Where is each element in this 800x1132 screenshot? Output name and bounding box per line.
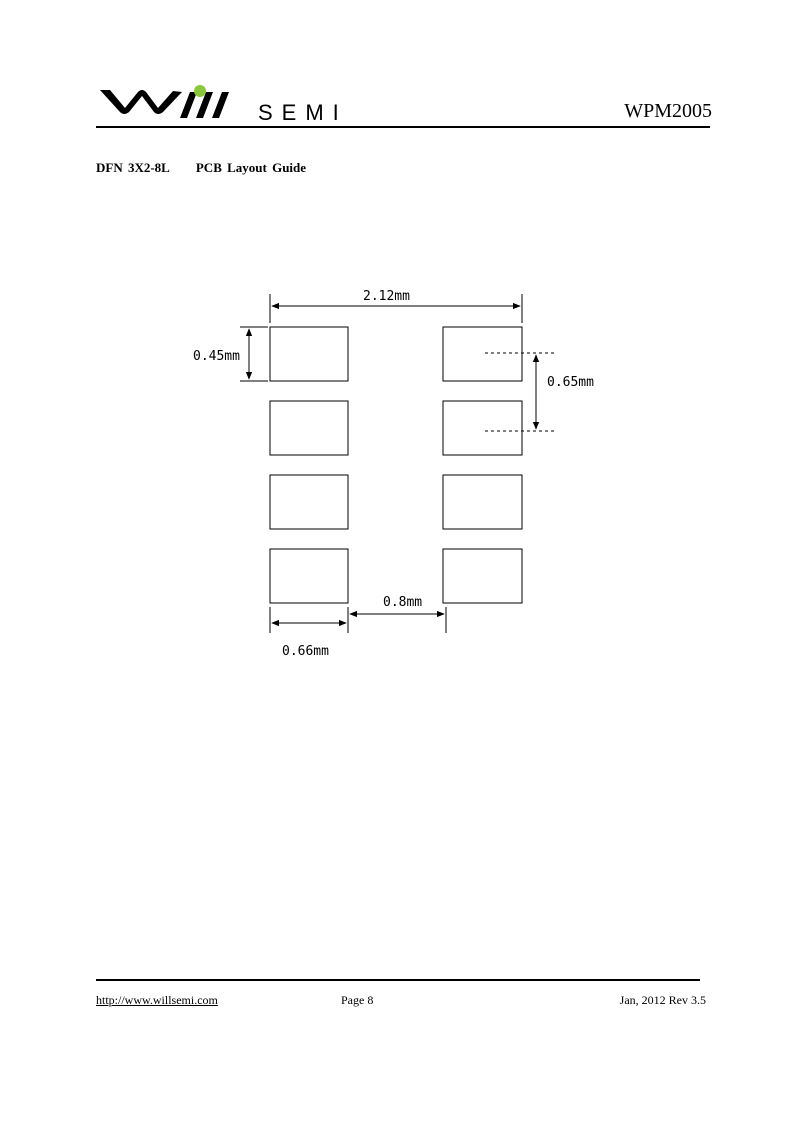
part-number: WPM2005 — [624, 100, 712, 122]
page-number: Page 8 — [341, 993, 374, 1007]
pcb-layout-diagram — [180, 285, 620, 665]
gap-label: 0.8mm — [383, 595, 423, 610]
pad-7 — [443, 401, 522, 455]
pad-4 — [270, 549, 348, 603]
pad-6 — [443, 475, 522, 529]
company-logo — [98, 82, 368, 124]
pad-5 — [443, 549, 522, 603]
logo-swoosh-icon — [100, 90, 182, 114]
revision-date: Jan, 2012 Rev 3.5 — [619, 993, 706, 1007]
pad-width-label: 0.66mm — [282, 644, 329, 659]
pad-8 — [443, 327, 522, 381]
pad-2 — [270, 401, 348, 455]
pad-height-label: 0.45mm — [193, 349, 240, 364]
overall-width-label: 2.12mm — [363, 289, 410, 304]
footer-divider — [96, 979, 700, 981]
website-link[interactable]: http://www.willsemi.com — [96, 993, 218, 1007]
logo-dot-icon — [194, 85, 206, 97]
pad-1 — [270, 327, 348, 381]
package-name: DFN 3X2-8L — [96, 160, 170, 175]
pad-3 — [270, 475, 348, 529]
pitch-label: 0.65mm — [547, 375, 594, 390]
section-heading — [96, 160, 332, 176]
header-divider — [96, 126, 710, 128]
logo-text: SEMI — [258, 100, 348, 124]
layout-guide-title: PCB Layout Guide — [195, 160, 307, 175]
